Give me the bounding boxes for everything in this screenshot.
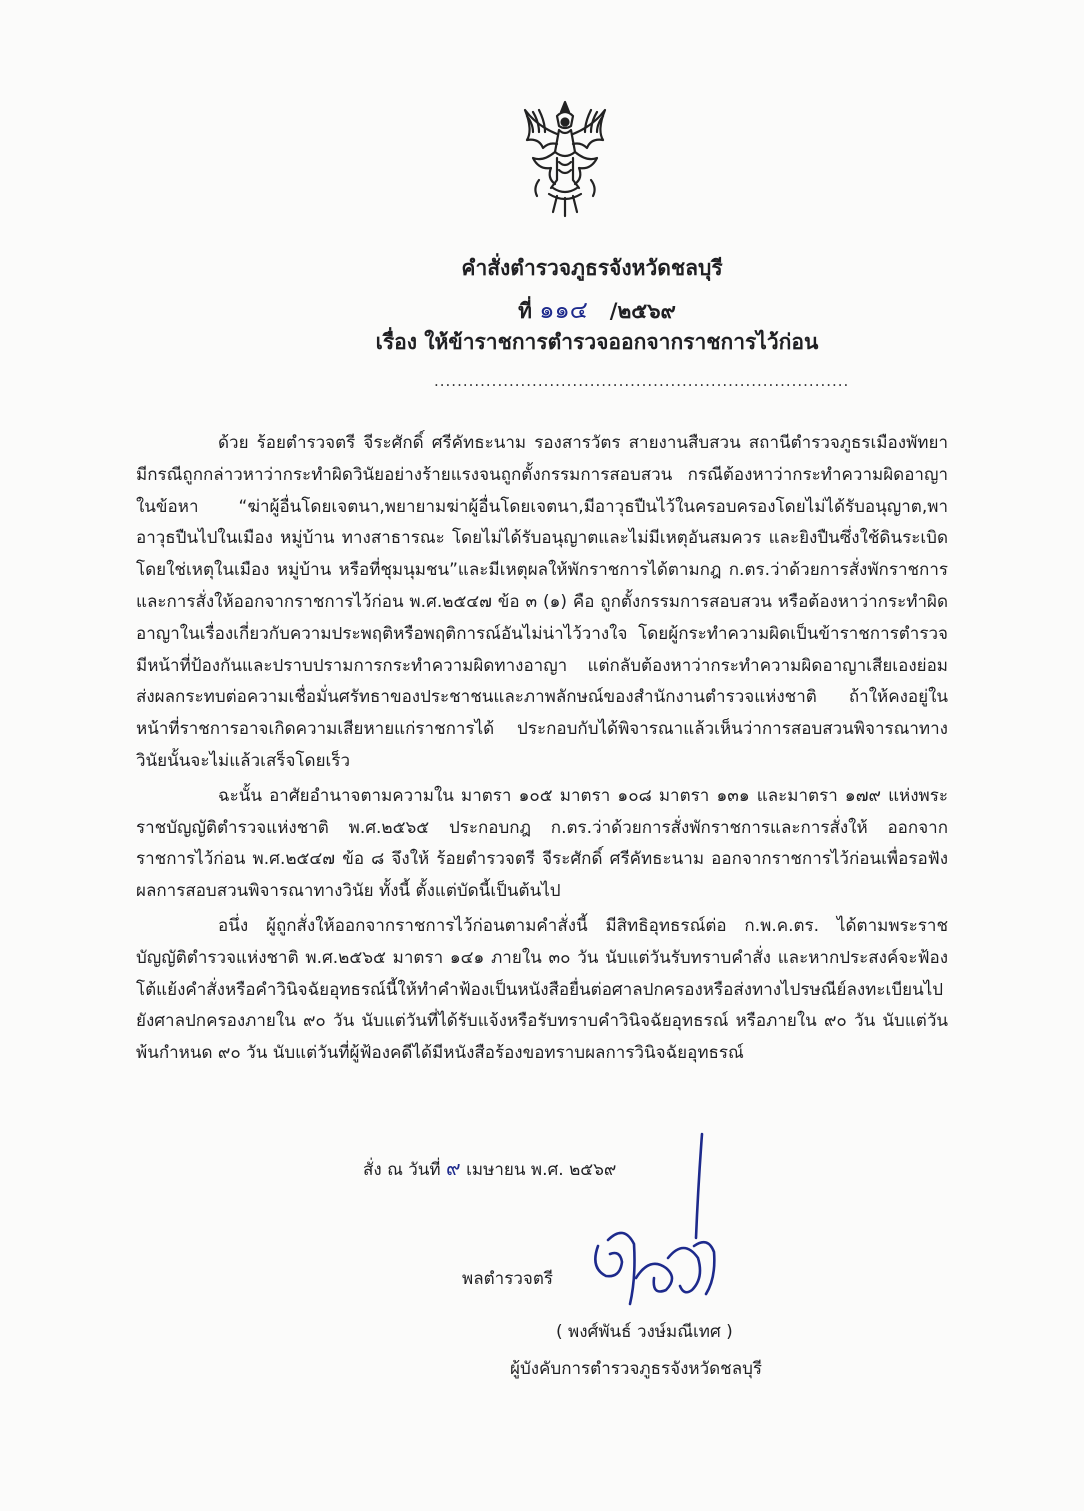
signer-position: ผู้บังคับการตำรวจภูธรจังหวัดชลบุรี [510,1359,763,1379]
document-title: คำสั่งตำรวจภูธรจังหวัดชลบุรี [461,256,723,280]
signer-name: ( พงศ์พันธ์ วงษ์มณีเทศ ) [556,1322,733,1342]
title-divider: ........................................................................ [434,372,850,390]
date-rest: เมษายน พ.ศ. ๒๕๖๙ [460,1160,617,1180]
handwritten-signature [580,1128,760,1318]
order-prefix: ที่ [518,299,540,323]
order-date [363,1152,616,1184]
order-number: ๑๑๔ [539,296,588,324]
garuda-emblem [503,96,628,221]
order-year: /๒๕๖๙ [609,299,676,323]
document-subject: เรื่อง ให้ข้าราชการตำรวจออกจากราชการไว้ก่อน [375,330,819,354]
paragraph-2: ฉะนั้น อาศัยอำนาจตามความใน มาตรา ๑๐๕ มาตรา ๑๐๘ มาตรา ๑๓๑ และมาตรา ๑๗๙ แห่งพระราชบัญญัติตำรวจแห่งชาติ พ.ศ.๒๕๖๕ ประกอบกฎ ก.ตร.ว่าด้วยการสั่งพักราชการและการสั่งให้ ออกจากราชการไว้ก่อน พ.ศ.๒๕๔๗ ข้อ ๘ จึงให้ ร้อยตำรวจตรี จีระศักดิ์ ศรีคัทธะนาม ออกจากราชการไว้ก่อนเพื่อรอฟังผลการสอบสวนพิจารณาทางวินัย ทั้งนี้ ตั้งแต่บัดนี้เป็นต้นไป [136,785,948,902]
paragraph-1: ด้วย ร้อยตำรวจตรี จีระศักดิ์ ศรีคัทธะนาม รองสารวัตร สายงานสืบสวน สถานีตำรวจภูธรเมืองพัทยา มีกรณีถูกกล่าวหาว่ากระทำผิดวินัยอย่างร้ายแรงจนถูกตั้งกรรมการสอบสวน กรณีต้องหาว่ากระทำความผิดอาญาในข้อหา “ฆ่าผู้อื่นโดยเจตนา,พยายามฆ่าผู้อื่นโดยเจตนา,มีอาวุธปืนไว้ในครอบครองโดยไม่ได้รับอนุญาต,พาอาวุธปืนไปในเมือง หมู่บ้าน ทางสาธารณะ โดยไม่ได้รับอนุญาตและไม่มีเหตุอันสมควร และยิงปืนซึ่งใช้ดินระเบิดโดยใช่เหตุในเมือง หมู่บ้าน หรือที่ชุมนุมชน”และมีเหตุผลให้พักราชการได้ตามกฎ ก.ตร.ว่าด้วยการสั่งพักราชการและการสั่งให้ออกจากราชการไว้ก่อน พ.ศ.๒๕๔๗ ข้อ ๓ (๑) คือ ถูกตั้งกรรมการสอบสวน หรือต้องหาว่ากระทำผิดอาญาในเรื่องเกี่ยวกับความประพฤติหรือพฤติการณ์อันไม่น่าไว้วางใจ โดยผู้กระทำความผิดเป็นข้าราชการตำรวจ มีหน้าที่ป้องกันและปราบปรามการกระทำความผิดทางอาญา แต่กลับต้องหาว่ากระทำความผิดอาญาเสียเองย่อมส่งผลกระทบต่อความเชื่อมั่นศรัทธาของประชาชนและภาพลักษณ์ของสำนักงานตำรวจแห่งชาติ ถ้าให้คงอยู่ในหน้าที่ราชการอาจเกิดความเสียหายแก่ราชการได้ ประกอบกับได้พิจารณาแล้วเห็นว่าการสอบสวนพิจารณาทางวินัยนั้นจะไม่แล้วเสร็จโดยเร็ว [136,433,948,771]
date-day: ๙ [446,1156,461,1180]
signer-rank: พลตำรวจตรี [462,1269,554,1289]
date-prefix: สั่ง ณ วันที่ [363,1160,447,1180]
order-number-line [0,290,1084,329]
paragraph-3: อนึ่ง ผู้ถูกสั่งให้ออกจากราชการไว้ก่อนตามคำสั่งนี้ มีสิทธิอุทธรณ์ต่อ ก.พ.ค.ตร. ได้ตามพระราชบัญญัติตำรวจแห่งชาติ พ.ศ.๒๕๖๕ มาตรา ๑๔๑ ภายใน ๓๐ วัน นับแต่วันรับทราบคำสั่ง และหากประสงค์จะฟ้องโต้แย้งคำสั่งหรือคำวินิจฉัยอุทธรณ์นี้ให้ทำคำฟ้องเป็นหนังสือยื่นต่อศาลปกครองหรือส่งทางไปรษณีย์ลงทะเบียนไปยังศาลปกครองภายใน ๙๐ วัน นับแต่วันที่ได้รับแจ้งหรือรับทราบคำวินิจฉัยอุทธรณ์ หรือภายใน ๙๐ วัน นับแต่วันพ้นกำหนด ๙๐ วัน นับแต่วันที่ผู้ฟ้องคดีได้มีหนังสือร้องขอทราบผลการวินิจฉัยอุทธรณ์ [136,915,948,1064]
document-body [136,428,948,1073]
